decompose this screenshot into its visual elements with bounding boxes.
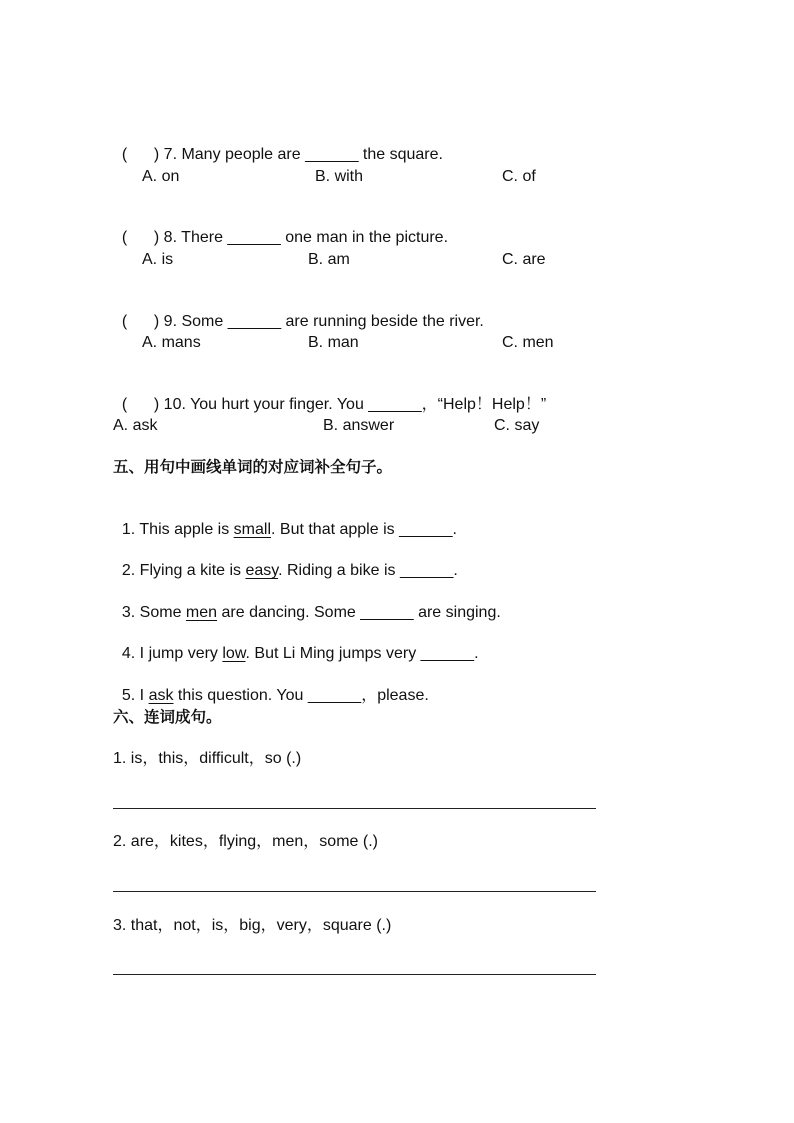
- fill-item-3: 3. Some men are dancing. Some ______ are singing.: [121, 604, 501, 621]
- underlined-word: small: [233, 521, 271, 538]
- question-8: [113, 208, 448, 248]
- question-text: 10. You hurt your finger. You ______，“Help！Help！”: [159, 396, 547, 413]
- fill-item-2: 2. Flying a kite is easy. Riding a bike is ______.: [121, 562, 458, 579]
- fill-item-4: 4. I jump very low. But Li Ming jumps very ______.: [121, 645, 479, 662]
- option-a: A. on: [142, 168, 180, 185]
- question-text: 9. Some ______ are running beside the river.: [159, 313, 484, 330]
- option-b: B. answer: [323, 417, 395, 434]
- fill-item-1: 1. This apple is small. But that apple is ______.: [121, 521, 457, 538]
- answer-paren[interactable]: ( ): [121, 396, 160, 413]
- question-text: 8. There ______ one man in the picture.: [159, 229, 449, 246]
- answer-paren[interactable]: ( ): [121, 313, 160, 330]
- option-b: B. with: [315, 168, 364, 185]
- underlined-word: easy: [245, 562, 279, 579]
- reorder-item-2: 2. are，kites，flying，men，some (.): [113, 833, 378, 850]
- option-c: C. are: [502, 251, 546, 268]
- option-a: A. is: [142, 251, 174, 268]
- answer-line[interactable]: [113, 891, 596, 892]
- fill-item-5: 5. I ask this question. You ______，please.: [121, 687, 429, 704]
- option-c: C. say: [494, 417, 540, 434]
- question-7: [113, 125, 443, 165]
- option-c: C. of: [502, 168, 536, 185]
- option-b: B. man: [308, 334, 359, 351]
- underlined-word: ask: [148, 687, 174, 704]
- underlined-word: low: [222, 645, 246, 662]
- option-a: A. mans: [142, 334, 201, 351]
- underlined-word: men: [185, 604, 218, 621]
- option-a: A. ask: [113, 417, 158, 434]
- section-5-heading: 五、用句中画线单词的对应词补全句子。: [113, 459, 393, 476]
- question-10: [113, 375, 546, 415]
- answer-line[interactable]: [113, 974, 596, 975]
- option-b: B. am: [308, 251, 350, 268]
- answer-paren[interactable]: ( ): [121, 146, 160, 163]
- option-c: C. men: [502, 334, 554, 351]
- question-text: 7. Many people are ______ the square.: [159, 146, 443, 163]
- reorder-item-1: 1. is，this，difficult，so (.): [113, 750, 302, 767]
- answer-paren[interactable]: ( ): [121, 229, 160, 246]
- answer-line[interactable]: [113, 808, 596, 809]
- question-9: [113, 292, 484, 332]
- section-6-heading: 六、连词成句。: [113, 709, 222, 726]
- reorder-item-3: 3. that，not，is，big，very，square (.): [113, 917, 392, 934]
